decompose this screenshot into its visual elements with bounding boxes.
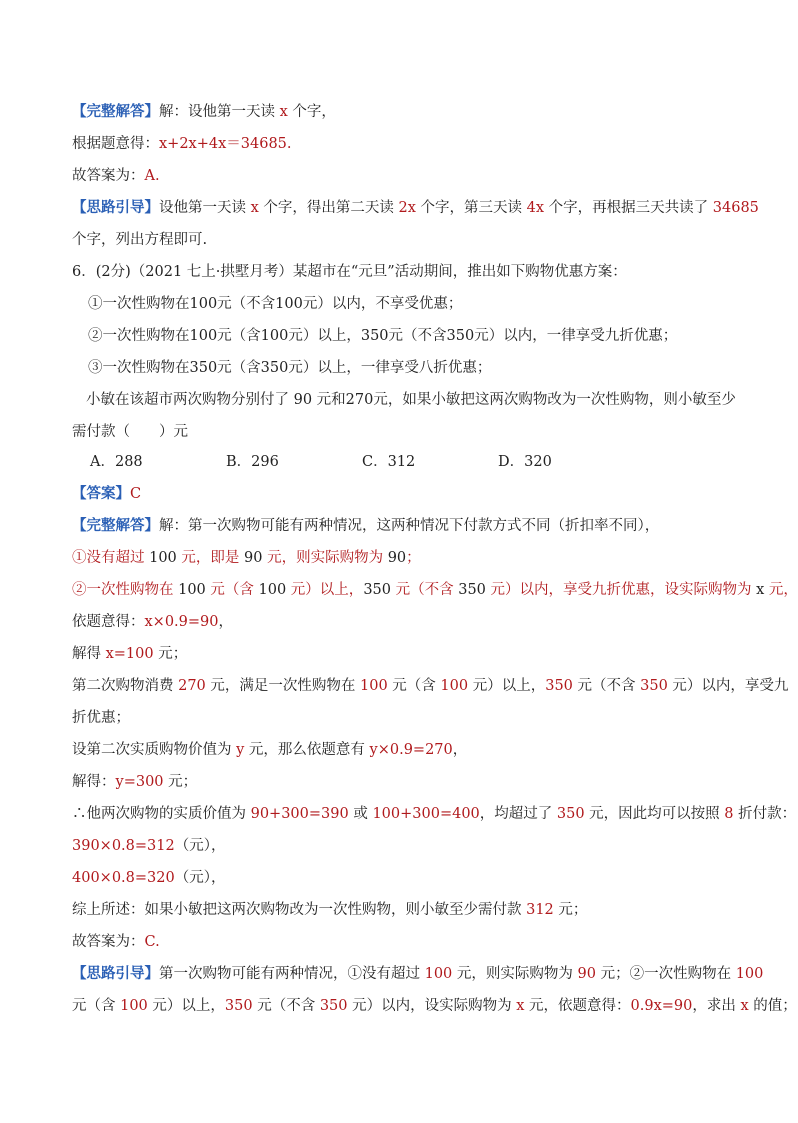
math-run: 350 bbox=[458, 582, 486, 598]
text-run: ③一次性购物在350元（含350元）以上，一律享受八折优惠； bbox=[88, 360, 492, 376]
text-run: 或 bbox=[348, 806, 373, 822]
hint-line bbox=[72, 230, 754, 250]
text-run: 6．(2分)（2021 七上·拱墅月考）某超市在“元旦”活动期间，推出如下购物优惠方案： bbox=[72, 264, 627, 280]
solution-line bbox=[72, 516, 754, 536]
solution-line bbox=[72, 772, 754, 792]
complete-solution-tag: 【完整解答】 bbox=[72, 103, 159, 120]
text-run: 解得： bbox=[72, 774, 116, 790]
solution-line bbox=[72, 676, 789, 696]
text-run: 元）以内，设实际购物为 bbox=[347, 998, 517, 1014]
math-run: 390×0.8=312 bbox=[72, 838, 175, 854]
question-body bbox=[72, 422, 754, 442]
text-run: 解：第一次购物可能有两种情况，这两种情况下付款方式不同（折扣率不同）， bbox=[159, 518, 660, 534]
text-run: 元，依题意得： bbox=[524, 998, 631, 1014]
text-run: 元（不含 bbox=[572, 678, 641, 694]
math-run: 350 bbox=[363, 582, 391, 598]
answer-line bbox=[72, 166, 754, 186]
math-run: 100+300=400 bbox=[372, 806, 480, 822]
math-run: A. bbox=[144, 168, 160, 184]
text-run: ； bbox=[406, 550, 421, 566]
math-run: x×0.9=90 bbox=[144, 614, 219, 630]
math-run: 100 bbox=[440, 678, 469, 694]
text-run: 元，则实际购物为 bbox=[452, 966, 578, 982]
text-run: 第一次购物可能有两种情况，①没有超过 bbox=[159, 966, 425, 982]
solution-line bbox=[72, 708, 754, 728]
text-run: 设他第一天读 bbox=[159, 200, 251, 216]
math-run: 100 bbox=[360, 678, 388, 694]
math-run: 34685 bbox=[712, 200, 759, 216]
hint-tag: 【思路引导】 bbox=[72, 965, 159, 982]
text-run: 元，即是 bbox=[176, 550, 245, 566]
hint-tag: 【思路引导】 bbox=[72, 199, 159, 216]
text-run: 个字，列出方程即可. bbox=[72, 232, 208, 248]
text-run: 故答案为： bbox=[72, 934, 145, 950]
question-stem bbox=[72, 262, 754, 282]
text-run: 个字，再根据三天共读了 bbox=[544, 200, 713, 216]
math-run: 400×0.8=320 bbox=[72, 870, 175, 886]
text-run: 小敏在该超市两次购物分别付了 90 元和270元，如果小敏把这两次购物改为一次性购物，则小敏至少 bbox=[86, 392, 736, 408]
text-run: 元，那么依题意有 bbox=[244, 742, 370, 758]
solution-line bbox=[72, 102, 754, 122]
math-run: 100 bbox=[424, 966, 453, 982]
math-run: 100 bbox=[149, 550, 177, 566]
math-run: 350 bbox=[224, 998, 253, 1014]
text-run: 折优惠； bbox=[72, 710, 130, 726]
text-run: 解：设他第一天读 bbox=[159, 104, 280, 120]
answer-line bbox=[72, 484, 754, 504]
solution-line bbox=[72, 900, 754, 920]
text-run: 元）以上， bbox=[468, 678, 546, 694]
math-run: x bbox=[516, 998, 525, 1014]
text-run: 依题意得： bbox=[72, 614, 145, 630]
math-run: x bbox=[740, 998, 749, 1014]
text-run: 解得 bbox=[72, 646, 106, 662]
solution-line bbox=[72, 134, 754, 154]
text-run: ①一次性购物在100元（不含100元）以内，不享受优惠； bbox=[88, 296, 463, 312]
math-run: 100 bbox=[120, 998, 148, 1014]
math-run: C. bbox=[144, 934, 160, 950]
math-run: 2x bbox=[398, 200, 416, 216]
math-run: x+2x+4x＝34685. bbox=[159, 136, 292, 152]
text-run: 元）以上， bbox=[286, 582, 364, 598]
text-run: 元（含 bbox=[205, 582, 259, 598]
math-run: 90 bbox=[244, 550, 263, 566]
math-run: 90+300=390 bbox=[250, 806, 349, 822]
text-run: ，求出 bbox=[692, 998, 741, 1014]
math-run: y×0.9=270 bbox=[369, 742, 453, 758]
solution-line bbox=[72, 836, 754, 856]
text-run: 个字，得出第二天读 bbox=[258, 200, 399, 216]
text-run: 的值； bbox=[748, 998, 797, 1014]
text-run: 第二次购物消费 bbox=[72, 678, 179, 694]
hint-line bbox=[72, 198, 759, 218]
math-run: 350 bbox=[319, 998, 348, 1014]
math-run: x bbox=[250, 200, 259, 216]
text-run: 元； bbox=[163, 774, 198, 790]
text-run: 个字， bbox=[287, 104, 336, 120]
math-run: y bbox=[236, 742, 245, 758]
math-run: 100 bbox=[735, 966, 764, 982]
text-run: 元， bbox=[764, 582, 798, 598]
option-c: C．312 bbox=[362, 454, 416, 470]
text-run: 个字，第三天读 bbox=[415, 200, 527, 216]
math-run: 90 bbox=[577, 966, 596, 982]
solution-line bbox=[72, 740, 754, 760]
solution-line bbox=[72, 612, 754, 632]
text-run: ∴他两次购物的实质价值为 bbox=[72, 806, 251, 822]
math-run: 350 bbox=[556, 806, 585, 822]
text-run: 需付款（ ）元 bbox=[72, 424, 188, 440]
text-run: 元（含 bbox=[72, 998, 121, 1014]
scheme-item-1 bbox=[88, 294, 754, 314]
text-run: 元； bbox=[153, 646, 188, 662]
text-run: ，均超过了 bbox=[479, 806, 557, 822]
math-run: x=100 bbox=[105, 646, 154, 662]
text-run: 元）以上， bbox=[147, 998, 225, 1014]
math-run: 0.9x=90 bbox=[630, 998, 693, 1014]
solution-line bbox=[72, 804, 797, 824]
math-run: 270 bbox=[178, 678, 206, 694]
hint-line bbox=[72, 996, 797, 1016]
math-run: y=300 bbox=[115, 774, 164, 790]
option-a: A．288 bbox=[90, 454, 143, 470]
question-body bbox=[86, 390, 754, 410]
solution-line bbox=[72, 644, 754, 664]
math-run: 8 bbox=[724, 806, 734, 822]
math-run: 90 bbox=[387, 550, 407, 566]
solution-line bbox=[72, 580, 798, 600]
text-run: （元）， bbox=[174, 838, 226, 854]
text-run: 设第二次实质购物价值为 bbox=[72, 742, 237, 758]
answer-line bbox=[72, 932, 754, 952]
text-run: 元，则实际购物为 bbox=[262, 550, 388, 566]
math-run: x bbox=[279, 104, 288, 120]
text-run: 元；②一次性购物在 bbox=[595, 966, 736, 982]
text-run: 元（不含 bbox=[252, 998, 320, 1014]
math-run: 350 bbox=[545, 678, 573, 694]
math-run: x bbox=[756, 582, 765, 598]
math-run: 350 bbox=[640, 678, 668, 694]
text-run: 元，因此均可以按照 bbox=[584, 806, 725, 822]
math-run: 100 bbox=[178, 582, 206, 598]
solution-line bbox=[72, 868, 754, 888]
text-run: ①没有超过 bbox=[72, 550, 150, 566]
text-run: 折付款： bbox=[733, 806, 797, 822]
text-run: 根据题意得： bbox=[72, 136, 159, 152]
option-d: D．320 bbox=[498, 454, 552, 470]
text-run: 元（含 bbox=[387, 678, 441, 694]
text-run: 综上所述：如果小敏把这两次购物改为一次性购物，则小敏至少需付款 bbox=[72, 902, 527, 918]
math-run: 4x bbox=[526, 200, 545, 216]
math-run: 100 bbox=[258, 582, 287, 598]
text-run: ②一次性购物在 bbox=[72, 582, 179, 598]
scheme-item-2 bbox=[88, 326, 754, 346]
text-run: 元）以内，享受九 bbox=[667, 678, 789, 694]
text-run: 元）以内，享受九折优惠，设实际购物为 bbox=[485, 582, 757, 598]
text-run: 元； bbox=[553, 902, 588, 918]
text-run: 元（不含 bbox=[391, 582, 459, 598]
math-run: 312 bbox=[526, 902, 554, 918]
answer-value: C bbox=[130, 486, 142, 502]
text-run: ， bbox=[218, 614, 233, 630]
text-run: 故答案为： bbox=[72, 168, 145, 184]
option-b: B．296 bbox=[226, 454, 279, 470]
text-run: （元）， bbox=[174, 870, 226, 886]
scheme-item-3 bbox=[88, 358, 754, 378]
complete-solution-tag: 【完整解答】 bbox=[72, 517, 159, 534]
text-run: ②一次性购物在100元（含100元）以上，350元（不含350元）以内，一律享受九折优惠； bbox=[88, 328, 678, 344]
text-run: 元，满足一次性购物在 bbox=[205, 678, 361, 694]
answer-tag: 【答案】 bbox=[72, 485, 130, 502]
solution-line bbox=[72, 548, 754, 568]
text-run: ， bbox=[452, 742, 468, 758]
hint-line bbox=[72, 964, 764, 984]
